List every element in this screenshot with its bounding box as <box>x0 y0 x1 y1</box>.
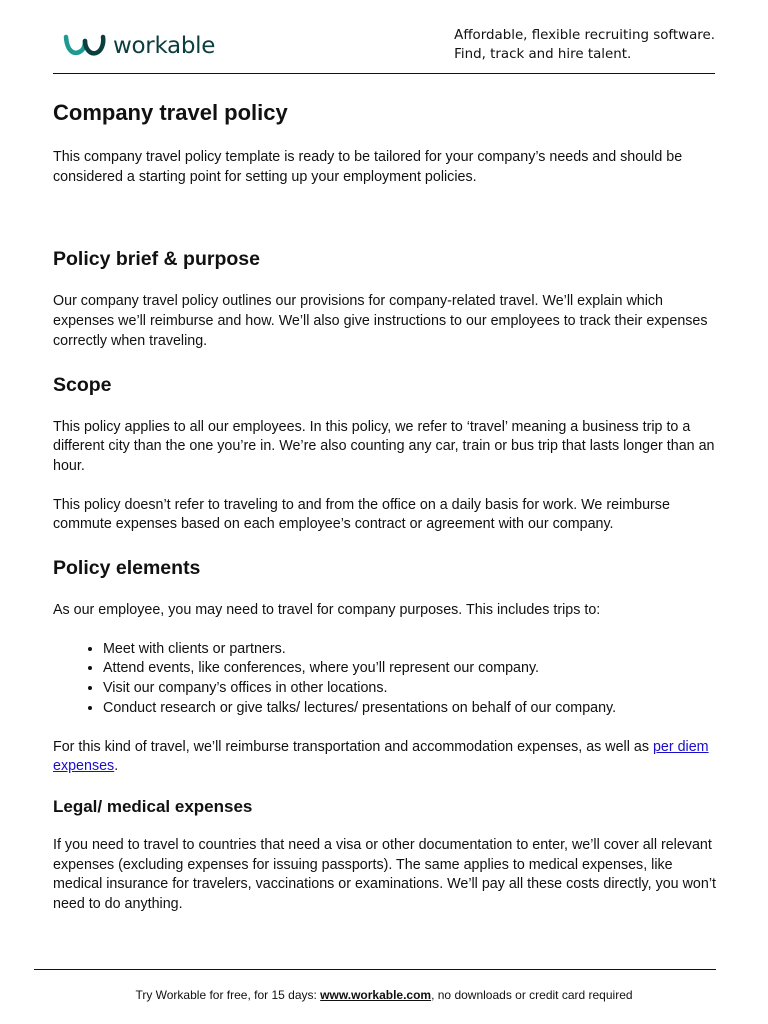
page-footer <box>0 987 768 1003</box>
workable-logo-icon <box>63 33 107 59</box>
workable-logo[interactable] <box>63 31 215 61</box>
scope-paragraph-1: This policy applies to all our employees. In this policy, we refer to ‘travel’ meaning a business trip to a different city than the one you’re in. We’re also counting any car, train or bus trip that lasts longer than an hour. <box>53 418 715 474</box>
footer-suffix: , no downloads or credit card required <box>431 988 633 1002</box>
list-item: • Conduct research or give talks/ lectures/ presentations on behalf of our company. <box>103 699 717 719</box>
trip-purposes-list <box>53 640 717 719</box>
tagline-line-1: Affordable, flexible recruiting software. <box>454 28 715 43</box>
heading-policy-elements: Policy elements <box>53 557 201 580</box>
heading-scope: Scope <box>53 373 112 396</box>
list-item: • Meet with clients or partners. <box>103 640 717 660</box>
heading-legal-medical: Legal/ medical expenses <box>53 796 253 816</box>
intro-paragraph: This company travel policy template is ready to be tailored for your company’s needs and should be considered a starting point for setting up your employment policies. <box>53 149 683 185</box>
page-title: Company travel policy <box>53 100 288 125</box>
list-item: • Visit our company’s offices in other locations. <box>103 679 717 699</box>
header-tagline <box>454 26 715 64</box>
tagline-line-2: Find, track and hire talent. <box>454 47 632 62</box>
scope-paragraph-2: This policy doesn’t refer to traveling to and from the office on a daily basis for work. We reimburse commute expenses based on each employee’s contract or agreement with our company. <box>53 496 670 533</box>
policy-elements-intro: As our employee, you may need to travel for company purposes. This includes trips to: <box>53 602 601 619</box>
reimbursement-end: . <box>114 758 119 775</box>
footer-prefix: Try Workable for free, for 15 days: <box>135 988 321 1002</box>
policy-brief-paragraph: Our company travel policy outlines our provisions for company-related travel. We’ll explain which expenses we’ll reimburse and how. We’ll also give instructions to our employees to track their expenses correctly when traveling. <box>53 293 708 349</box>
logo-wordmark: workable <box>113 33 216 59</box>
legal-medical-paragraph: If you need to travel to countries that need a visa or other documentation to enter, we’ll cover all relevant expenses (excluding expenses for issuing passports). The same applies to medical expenses, like medical insurance for travelers, vaccinations or examinations. We’ll pay all these costs directly, you won’t need to do anything. <box>53 836 716 913</box>
reimbursement-paragraph <box>53 738 717 777</box>
footer-divider <box>34 969 716 970</box>
document-body <box>53 96 717 915</box>
per-diem-link[interactable]: per diem expenses <box>53 738 709 775</box>
workable-website-link[interactable]: www.workable.com <box>320 988 432 1002</box>
list-item: • Attend events, like conferences, where you’ll represent our company. <box>103 659 717 679</box>
heading-policy-brief: Policy brief & purpose <box>53 248 260 271</box>
page-header <box>53 0 715 74</box>
reimbursement-text: For this kind of travel, we’ll reimburse transportation and accommodation expenses, as well as <box>53 738 653 755</box>
